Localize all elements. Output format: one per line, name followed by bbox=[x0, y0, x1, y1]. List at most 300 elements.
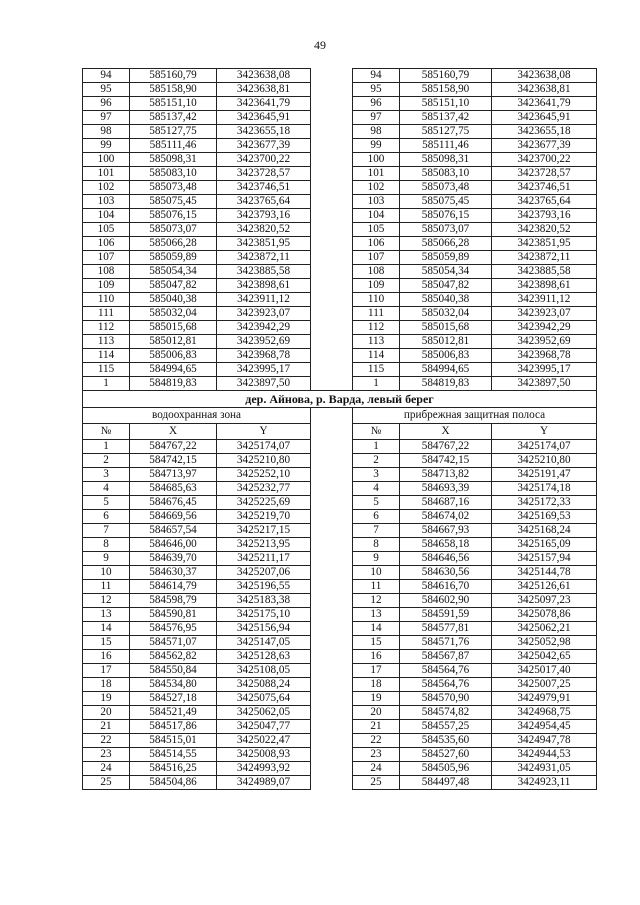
table-row bbox=[83, 363, 597, 377]
cell-left-number: 15 bbox=[83, 636, 130, 650]
cell-left-number: 25 bbox=[83, 776, 130, 790]
column-gap bbox=[311, 664, 353, 678]
table-row bbox=[83, 279, 597, 293]
cell-right-number: 96 bbox=[353, 97, 400, 111]
cell-right-y: 3423765,64 bbox=[492, 195, 597, 209]
column-gap bbox=[311, 251, 353, 265]
column-gap bbox=[311, 510, 353, 524]
cell-left-y: 3425232,77 bbox=[217, 482, 311, 496]
cell-right-x: 584667,93 bbox=[400, 524, 492, 538]
cell-left-x: 584527,18 bbox=[130, 692, 217, 706]
cell-right-x: 585111,46 bbox=[400, 139, 492, 153]
cell-left-x: 584590,81 bbox=[130, 608, 217, 622]
cell-left-x: 585158,90 bbox=[130, 83, 217, 97]
cell-left-y: 3423911,12 bbox=[217, 293, 311, 307]
cell-right-y: 3423677,39 bbox=[492, 139, 597, 153]
cell-left-number: 12 bbox=[83, 594, 130, 608]
cell-right-y: 3425210,80 bbox=[492, 454, 597, 468]
cell-right-number: 23 bbox=[353, 748, 400, 762]
cell-right-y: 3423655,18 bbox=[492, 125, 597, 139]
cell-right-number: 24 bbox=[353, 762, 400, 776]
cell-right-number: 102 bbox=[353, 181, 400, 195]
column-gap bbox=[311, 748, 353, 762]
cell-left-x: 584576,95 bbox=[130, 622, 217, 636]
cell-left-y: 3425156,94 bbox=[217, 622, 311, 636]
cell-left-number: 2 bbox=[83, 454, 130, 468]
cell-right-x: 584616,70 bbox=[400, 580, 492, 594]
cell-left-y: 3425196,55 bbox=[217, 580, 311, 594]
cell-right-y: 3423820,52 bbox=[492, 223, 597, 237]
cell-right-x: 585032,04 bbox=[400, 307, 492, 321]
column-gap bbox=[311, 223, 353, 237]
column-gap bbox=[311, 167, 353, 181]
cell-right-y: 3423851,95 bbox=[492, 237, 597, 251]
cell-left-x: 584657,54 bbox=[130, 524, 217, 538]
cell-right-x: 585075,45 bbox=[400, 195, 492, 209]
table-row bbox=[83, 776, 597, 790]
table-row bbox=[83, 181, 597, 195]
cell-left-number: 109 bbox=[83, 279, 130, 293]
cell-right-x: 584564,76 bbox=[400, 678, 492, 692]
cell-right-x: 585158,90 bbox=[400, 83, 492, 97]
table-row bbox=[83, 251, 597, 265]
cell-right-x: 584527,60 bbox=[400, 748, 492, 762]
cell-left-number: 3 bbox=[83, 468, 130, 482]
table-row bbox=[83, 349, 597, 363]
cell-right-y: 3423911,12 bbox=[492, 293, 597, 307]
cell-left-y: 3423638,81 bbox=[217, 83, 311, 97]
cell-left-number: 1 bbox=[83, 377, 130, 391]
cell-left-y: 3423851,95 bbox=[217, 237, 311, 251]
cell-right-number: 97 bbox=[353, 111, 400, 125]
cell-left-x: 584742,15 bbox=[130, 454, 217, 468]
cell-left-y: 3424993,92 bbox=[217, 762, 311, 776]
table-row bbox=[83, 377, 597, 391]
cell-right-y: 3423952,69 bbox=[492, 335, 597, 349]
section-title: дер. Айнова, р. Варда, левый берег bbox=[83, 391, 597, 408]
cell-right-number: 101 bbox=[353, 167, 400, 181]
cell-right-y: 3424931,05 bbox=[492, 762, 597, 776]
cell-left-x: 584669,56 bbox=[130, 510, 217, 524]
cell-right-x: 584687,16 bbox=[400, 496, 492, 510]
cell-right-x: 584567,87 bbox=[400, 650, 492, 664]
cell-right-x: 585073,48 bbox=[400, 181, 492, 195]
cell-left-y: 3423728,57 bbox=[217, 167, 311, 181]
cell-right-y: 3425191,47 bbox=[492, 468, 597, 482]
table-row bbox=[83, 496, 597, 510]
table-row bbox=[83, 293, 597, 307]
cell-left-y: 3425252,10 bbox=[217, 468, 311, 482]
column-gap bbox=[311, 363, 353, 377]
cell-left-number: 96 bbox=[83, 97, 130, 111]
cell-left-number: 115 bbox=[83, 363, 130, 377]
cell-right-y: 3423885,58 bbox=[492, 265, 597, 279]
header-right-y: Y bbox=[492, 424, 597, 440]
cell-left-number: 104 bbox=[83, 209, 130, 223]
cell-right-x: 584557,25 bbox=[400, 720, 492, 734]
cell-left-x: 585127,75 bbox=[130, 125, 217, 139]
cell-right-x: 584693,39 bbox=[400, 482, 492, 496]
cell-left-y: 3423942,29 bbox=[217, 321, 311, 335]
cell-left-y: 3425213,95 bbox=[217, 538, 311, 552]
right-zone-title: прибрежная защитная полоса bbox=[353, 408, 597, 424]
cell-left-x: 584534,80 bbox=[130, 678, 217, 692]
cell-right-x: 584497,48 bbox=[400, 776, 492, 790]
table-row bbox=[83, 167, 597, 181]
cell-left-x: 584630,37 bbox=[130, 566, 217, 580]
cell-left-number: 106 bbox=[83, 237, 130, 251]
column-gap bbox=[311, 111, 353, 125]
cell-right-number: 112 bbox=[353, 321, 400, 335]
cell-left-x: 584676,45 bbox=[130, 496, 217, 510]
cell-right-x: 585040,38 bbox=[400, 293, 492, 307]
cell-left-number: 6 bbox=[83, 510, 130, 524]
cell-left-x: 585137,42 bbox=[130, 111, 217, 125]
cell-right-number: 1 bbox=[353, 377, 400, 391]
cell-right-number: 13 bbox=[353, 608, 400, 622]
cell-right-y: 3423872,11 bbox=[492, 251, 597, 265]
cell-right-x: 585127,75 bbox=[400, 125, 492, 139]
cell-right-y: 3423746,51 bbox=[492, 181, 597, 195]
cell-left-y: 3425211,17 bbox=[217, 552, 311, 566]
cell-left-x: 585059,89 bbox=[130, 251, 217, 265]
cell-right-x: 585151,10 bbox=[400, 97, 492, 111]
cell-left-number: 95 bbox=[83, 83, 130, 97]
header-left-y: Y bbox=[217, 424, 311, 440]
cell-left-y: 3423968,78 bbox=[217, 349, 311, 363]
cell-left-y: 3425062,05 bbox=[217, 706, 311, 720]
cell-left-number: 7 bbox=[83, 524, 130, 538]
cell-right-number: 12 bbox=[353, 594, 400, 608]
cell-left-number: 18 bbox=[83, 678, 130, 692]
cell-right-number: 107 bbox=[353, 251, 400, 265]
cell-right-x: 585066,28 bbox=[400, 237, 492, 251]
column-gap bbox=[311, 97, 353, 111]
cell-right-x: 585083,10 bbox=[400, 167, 492, 181]
cell-right-y: 3425165,09 bbox=[492, 538, 597, 552]
cell-right-x: 585076,15 bbox=[400, 209, 492, 223]
column-gap bbox=[311, 468, 353, 482]
cell-right-y: 3423923,07 bbox=[492, 307, 597, 321]
column-gap bbox=[311, 706, 353, 720]
cell-right-y: 3423793,16 bbox=[492, 209, 597, 223]
cell-right-x: 584658,18 bbox=[400, 538, 492, 552]
cell-right-y: 3423728,57 bbox=[492, 167, 597, 181]
table-row bbox=[83, 552, 597, 566]
cell-left-y: 3423655,18 bbox=[217, 125, 311, 139]
cell-left-y: 3425174,07 bbox=[217, 440, 311, 454]
cell-right-x: 585059,89 bbox=[400, 251, 492, 265]
cell-right-x: 584577,81 bbox=[400, 622, 492, 636]
cell-right-number: 7 bbox=[353, 524, 400, 538]
column-gap bbox=[311, 237, 353, 251]
cell-left-x: 584614,79 bbox=[130, 580, 217, 594]
cell-left-number: 94 bbox=[83, 69, 130, 83]
cell-left-number: 21 bbox=[83, 720, 130, 734]
table-row bbox=[83, 111, 597, 125]
cell-right-number: 16 bbox=[353, 650, 400, 664]
cell-left-x: 584571,07 bbox=[130, 636, 217, 650]
cell-left-number: 14 bbox=[83, 622, 130, 636]
table-row bbox=[83, 195, 597, 209]
table-row bbox=[83, 524, 597, 538]
cell-right-number: 108 bbox=[353, 265, 400, 279]
cell-left-y: 3423765,64 bbox=[217, 195, 311, 209]
table-row bbox=[83, 594, 597, 608]
cell-right-y: 3423700,22 bbox=[492, 153, 597, 167]
table-row bbox=[83, 636, 597, 650]
column-gap bbox=[311, 538, 353, 552]
table-row bbox=[83, 580, 597, 594]
column-gap bbox=[311, 139, 353, 153]
cell-left-number: 103 bbox=[83, 195, 130, 209]
cell-right-number: 2 bbox=[353, 454, 400, 468]
cell-left-number: 98 bbox=[83, 125, 130, 139]
cell-right-y: 3424979,91 bbox=[492, 692, 597, 706]
cell-left-y: 3423872,11 bbox=[217, 251, 311, 265]
cell-right-number: 14 bbox=[353, 622, 400, 636]
cell-left-y: 3425217,15 bbox=[217, 524, 311, 538]
cell-left-y: 3425022,47 bbox=[217, 734, 311, 748]
cell-right-x: 584713,82 bbox=[400, 468, 492, 482]
cell-right-number: 10 bbox=[353, 566, 400, 580]
cell-right-number: 6 bbox=[353, 510, 400, 524]
cell-right-x: 584591,59 bbox=[400, 608, 492, 622]
table-row bbox=[83, 237, 597, 251]
cell-right-y: 3423942,29 bbox=[492, 321, 597, 335]
column-gap bbox=[311, 692, 353, 706]
column-gap bbox=[311, 594, 353, 608]
table-row bbox=[83, 692, 597, 706]
cell-left-y: 3423638,08 bbox=[217, 69, 311, 83]
header-left-x: X bbox=[130, 424, 217, 440]
table-row bbox=[83, 125, 597, 139]
cell-right-number: 4 bbox=[353, 482, 400, 496]
table-row bbox=[83, 223, 597, 237]
column-gap bbox=[311, 720, 353, 734]
cell-left-number: 100 bbox=[83, 153, 130, 167]
cell-left-x: 585040,38 bbox=[130, 293, 217, 307]
cell-right-y: 3425126,61 bbox=[492, 580, 597, 594]
cell-right-y: 3425169,53 bbox=[492, 510, 597, 524]
table-row bbox=[83, 608, 597, 622]
column-gap bbox=[311, 195, 353, 209]
column-gap bbox=[311, 377, 353, 391]
cell-left-x: 585160,79 bbox=[130, 69, 217, 83]
bottom-rows bbox=[83, 440, 597, 790]
cell-right-number: 105 bbox=[353, 223, 400, 237]
cell-left-y: 3423995,17 bbox=[217, 363, 311, 377]
cell-left-y: 3424989,07 bbox=[217, 776, 311, 790]
cell-left-x: 584550,84 bbox=[130, 664, 217, 678]
cell-left-x: 585076,15 bbox=[130, 209, 217, 223]
cell-right-y: 3423638,08 bbox=[492, 69, 597, 83]
cell-right-number: 18 bbox=[353, 678, 400, 692]
cell-left-y: 3423700,22 bbox=[217, 153, 311, 167]
cell-right-number: 99 bbox=[353, 139, 400, 153]
cell-left-x: 585047,82 bbox=[130, 279, 217, 293]
cell-right-number: 15 bbox=[353, 636, 400, 650]
cell-left-number: 105 bbox=[83, 223, 130, 237]
cell-left-y: 3425047,77 bbox=[217, 720, 311, 734]
table-row bbox=[83, 209, 597, 223]
cell-left-y: 3423898,61 bbox=[217, 279, 311, 293]
cell-right-x: 585047,82 bbox=[400, 279, 492, 293]
column-gap bbox=[311, 454, 353, 468]
cell-left-x: 584646,00 bbox=[130, 538, 217, 552]
cell-right-number: 17 bbox=[353, 664, 400, 678]
cell-left-y: 3423677,39 bbox=[217, 139, 311, 153]
table-row bbox=[83, 762, 597, 776]
cell-right-y: 3424923,11 bbox=[492, 776, 597, 790]
column-gap bbox=[311, 408, 353, 424]
cell-right-x: 584767,22 bbox=[400, 440, 492, 454]
cell-right-y: 3425007,25 bbox=[492, 678, 597, 692]
table-row bbox=[83, 510, 597, 524]
table-row bbox=[83, 482, 597, 496]
cell-right-y: 3425052,98 bbox=[492, 636, 597, 650]
table-row bbox=[83, 748, 597, 762]
cell-right-number: 94 bbox=[353, 69, 400, 83]
column-gap bbox=[311, 482, 353, 496]
header-left-number: № bbox=[83, 424, 130, 440]
column-gap bbox=[311, 125, 353, 139]
cell-left-number: 17 bbox=[83, 664, 130, 678]
cell-left-number: 22 bbox=[83, 734, 130, 748]
cell-right-number: 98 bbox=[353, 125, 400, 139]
cell-left-number: 4 bbox=[83, 482, 130, 496]
cell-right-number: 20 bbox=[353, 706, 400, 720]
cell-right-y: 3425078,86 bbox=[492, 608, 597, 622]
cell-right-x: 584630,56 bbox=[400, 566, 492, 580]
cell-right-y: 3423641,79 bbox=[492, 97, 597, 111]
cell-left-x: 584639,70 bbox=[130, 552, 217, 566]
cell-left-number: 1 bbox=[83, 440, 130, 454]
cell-right-number: 113 bbox=[353, 335, 400, 349]
cell-right-y: 3425174,07 bbox=[492, 440, 597, 454]
cell-left-x: 585012,81 bbox=[130, 335, 217, 349]
cell-right-number: 100 bbox=[353, 153, 400, 167]
cell-right-number: 114 bbox=[353, 349, 400, 363]
cell-right-x: 585137,42 bbox=[400, 111, 492, 125]
column-gap bbox=[311, 83, 353, 97]
cell-left-y: 3423897,50 bbox=[217, 377, 311, 391]
cell-left-x: 584685,63 bbox=[130, 482, 217, 496]
cell-right-number: 5 bbox=[353, 496, 400, 510]
cell-right-number: 104 bbox=[353, 209, 400, 223]
cell-left-x: 584598,79 bbox=[130, 594, 217, 608]
cell-left-y: 3425108,05 bbox=[217, 664, 311, 678]
cell-right-number: 115 bbox=[353, 363, 400, 377]
cell-right-x: 584574,82 bbox=[400, 706, 492, 720]
cell-left-y: 3425175,10 bbox=[217, 608, 311, 622]
cell-right-x: 585006,83 bbox=[400, 349, 492, 363]
table-row bbox=[83, 664, 597, 678]
column-gap bbox=[311, 552, 353, 566]
cell-right-y: 3425174,18 bbox=[492, 482, 597, 496]
cell-left-number: 97 bbox=[83, 111, 130, 125]
cell-right-y: 3423638,81 bbox=[492, 83, 597, 97]
cell-right-y: 3425157,94 bbox=[492, 552, 597, 566]
table-row bbox=[83, 468, 597, 482]
header-row bbox=[83, 424, 597, 440]
cell-right-x: 585160,79 bbox=[400, 69, 492, 83]
cell-right-number: 19 bbox=[353, 692, 400, 706]
cell-left-x: 585006,83 bbox=[130, 349, 217, 363]
cell-right-number: 110 bbox=[353, 293, 400, 307]
cell-left-x: 584521,49 bbox=[130, 706, 217, 720]
cell-left-number: 11 bbox=[83, 580, 130, 594]
cell-right-x: 585098,31 bbox=[400, 153, 492, 167]
cell-left-number: 5 bbox=[83, 496, 130, 510]
cell-left-number: 19 bbox=[83, 692, 130, 706]
table-row bbox=[83, 307, 597, 321]
cell-right-x: 584994,65 bbox=[400, 363, 492, 377]
cell-left-x: 584767,22 bbox=[130, 440, 217, 454]
cell-left-x: 585073,48 bbox=[130, 181, 217, 195]
column-gap bbox=[311, 69, 353, 83]
cell-right-y: 3425168,24 bbox=[492, 524, 597, 538]
table-row bbox=[83, 538, 597, 552]
cell-left-y: 3425147,05 bbox=[217, 636, 311, 650]
table-row bbox=[83, 706, 597, 720]
cell-left-y: 3423923,07 bbox=[217, 307, 311, 321]
table-row bbox=[83, 566, 597, 580]
cell-left-y: 3423952,69 bbox=[217, 335, 311, 349]
cell-left-x: 584819,83 bbox=[130, 377, 217, 391]
column-gap bbox=[311, 440, 353, 454]
cell-left-y: 3425225,69 bbox=[217, 496, 311, 510]
column-gap bbox=[311, 608, 353, 622]
cell-left-number: 108 bbox=[83, 265, 130, 279]
table-row bbox=[83, 335, 597, 349]
cell-right-y: 3425144,78 bbox=[492, 566, 597, 580]
column-gap bbox=[311, 424, 353, 440]
cell-right-x: 584564,76 bbox=[400, 664, 492, 678]
cell-left-x: 584514,55 bbox=[130, 748, 217, 762]
cell-right-y: 3423995,17 bbox=[492, 363, 597, 377]
left-zone-title: водоохранная зона bbox=[83, 408, 311, 424]
column-gap bbox=[311, 153, 353, 167]
cell-right-number: 9 bbox=[353, 552, 400, 566]
cell-right-number: 3 bbox=[353, 468, 400, 482]
table-row bbox=[83, 265, 597, 279]
cell-right-y: 3425042,65 bbox=[492, 650, 597, 664]
cell-left-x: 584562,82 bbox=[130, 650, 217, 664]
column-gap bbox=[311, 279, 353, 293]
cell-left-number: 99 bbox=[83, 139, 130, 153]
header-right-x: X bbox=[400, 424, 492, 440]
column-gap bbox=[311, 293, 353, 307]
cell-left-y: 3423645,91 bbox=[217, 111, 311, 125]
cell-right-x: 584535,60 bbox=[400, 734, 492, 748]
cell-right-x: 584602,90 bbox=[400, 594, 492, 608]
table-row bbox=[83, 440, 597, 454]
header-right-number: № bbox=[353, 424, 400, 440]
column-gap bbox=[311, 650, 353, 664]
cell-left-x: 584713,97 bbox=[130, 468, 217, 482]
cell-left-y: 3425210,80 bbox=[217, 454, 311, 468]
cell-left-x: 584516,25 bbox=[130, 762, 217, 776]
cell-left-x: 585073,07 bbox=[130, 223, 217, 237]
cell-left-number: 110 bbox=[83, 293, 130, 307]
cell-left-number: 107 bbox=[83, 251, 130, 265]
table-row bbox=[83, 720, 597, 734]
cell-right-x: 584571,76 bbox=[400, 636, 492, 650]
cell-left-y: 3423793,16 bbox=[217, 209, 311, 223]
column-gap bbox=[311, 181, 353, 195]
table-row bbox=[83, 321, 597, 335]
